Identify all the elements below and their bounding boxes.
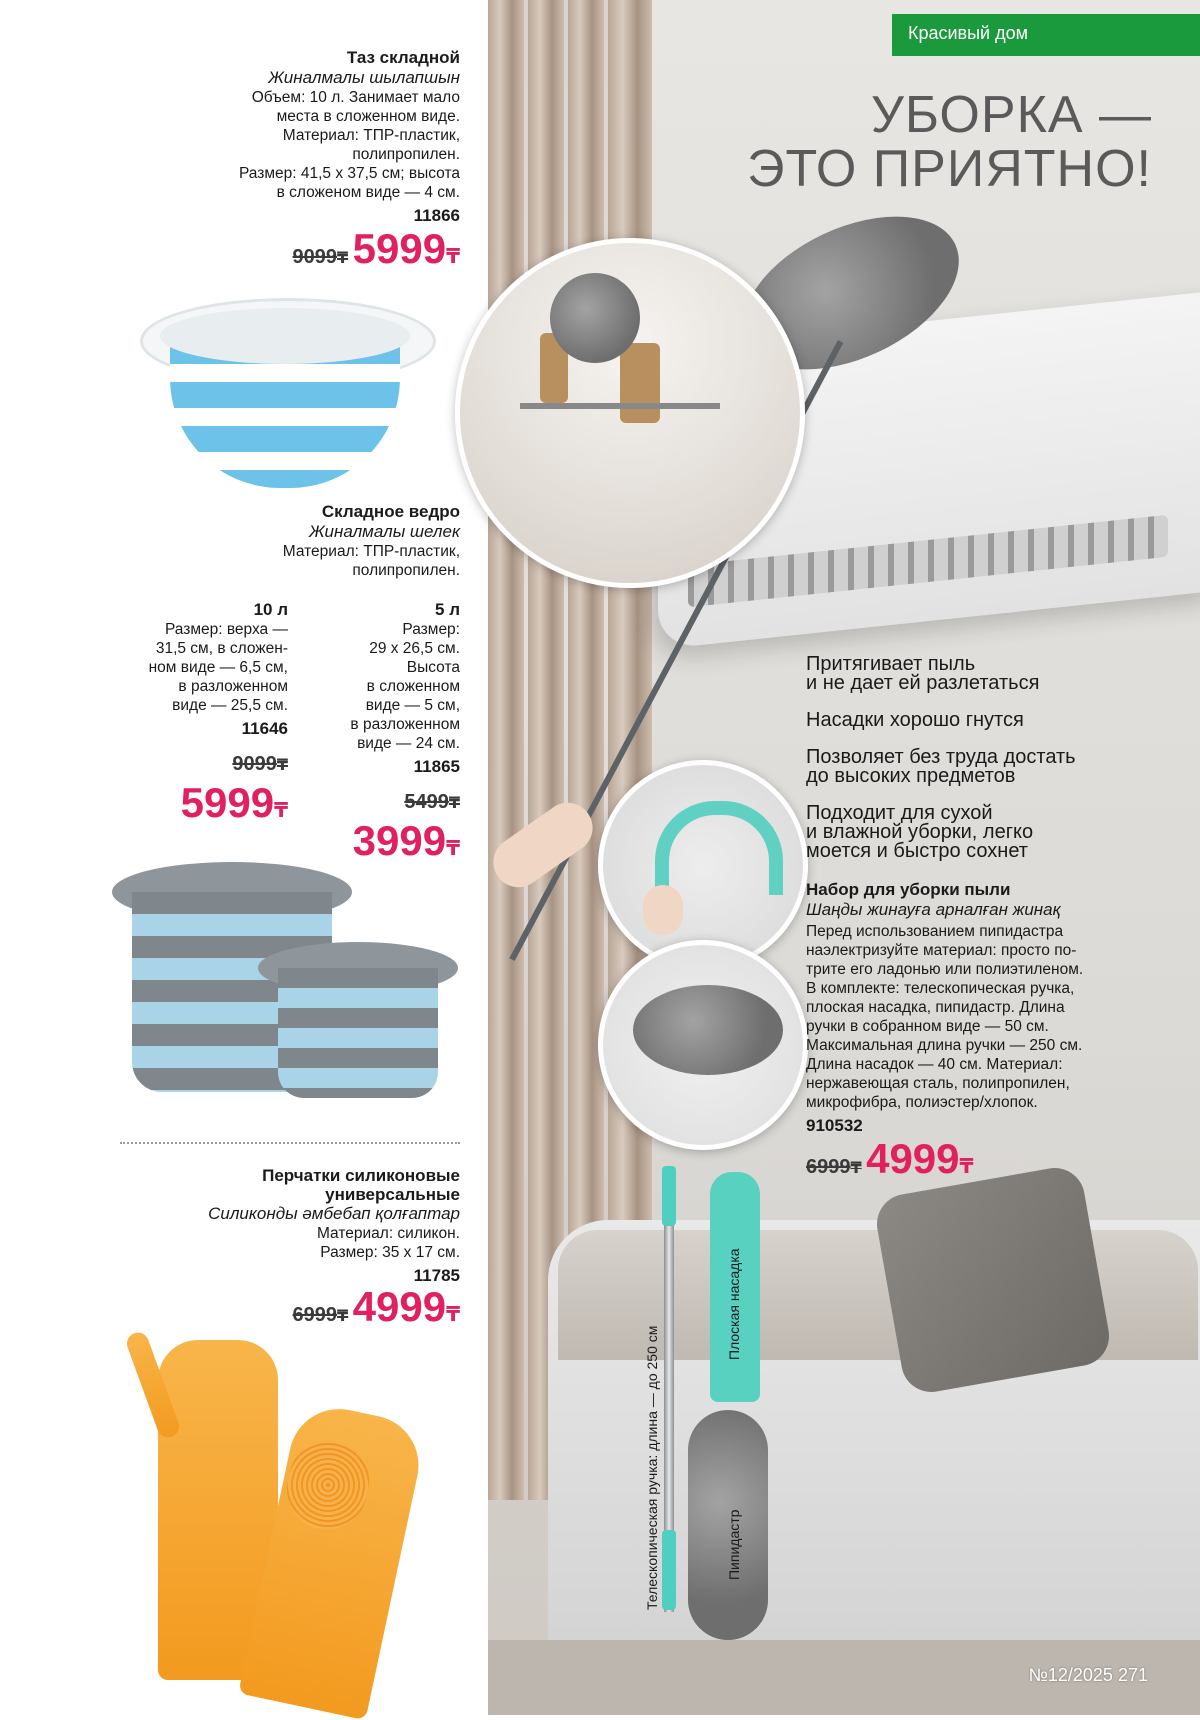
bucket-variant-5: [300, 600, 460, 862]
product-name-kz: Силиконды әмбебап қолғаптар: [208, 1204, 460, 1223]
page-number: 271: [1117, 1665, 1148, 1685]
product-name: Таз складной: [346, 48, 460, 67]
product-name-kz: Шаңды жинауға арналған жинақ: [806, 900, 1061, 919]
feature-text: Насадки хорошо гнутся: [806, 709, 1024, 731]
gloves-image: [118, 1300, 438, 1710]
currency-sign: ₸: [274, 800, 288, 822]
product-description: Материал: ТПР-пластик, полипропилен.: [282, 543, 460, 579]
feature-text: Позволяет без труда достать до высоких предметов: [806, 746, 1076, 787]
product-name: Перчатки силиконовые универсальные: [262, 1166, 460, 1204]
hand: [643, 885, 683, 935]
product-name: Складное ведро: [321, 502, 460, 521]
product-basin: [160, 48, 460, 270]
currency-sign: ₸: [276, 757, 288, 774]
fluffy-attachment: [633, 985, 783, 1075]
issue-number: №12/2025: [1028, 1665, 1113, 1685]
pillow: [872, 1163, 1114, 1396]
product-name: Набор для уборки пыли: [806, 880, 1011, 899]
new-price: 3999: [352, 817, 447, 864]
flat-attachment-inset-photo: [598, 760, 808, 970]
product-name-kz: Жиналмалы шелек: [308, 522, 460, 541]
currency-sign: ₸: [446, 838, 460, 860]
kit-label-handle: Телескопическая ручка: длина — до 250 см: [644, 1325, 660, 1610]
product-code: 910532: [806, 1116, 863, 1135]
kit-handle-grip: [662, 1166, 676, 1226]
divider: [120, 1142, 460, 1144]
bucket-variant-10: [108, 600, 288, 824]
feature-text: Притягивает пыль и не дает ей разлетаться: [806, 653, 1040, 694]
old-price: 6999: [292, 1304, 338, 1326]
new-price: 4999: [352, 1283, 447, 1330]
old-price: 6999: [806, 1156, 851, 1178]
currency-sign: ₸: [850, 1160, 862, 1177]
curtain: [488, 0, 524, 1500]
section-tab-label: Красивый дом: [908, 23, 1029, 43]
chandelier-frame: [520, 403, 720, 409]
product-description: Материал: силикон. Размер: 35 х 17 см.: [316, 1225, 460, 1261]
feature-text: Подходит для сухой и влажной уборки, легко моется и быстро сохнет: [806, 802, 1034, 862]
currency-sign: ₸: [448, 795, 460, 812]
currency-sign: ₸: [337, 1308, 349, 1325]
currency-sign: ₸: [446, 246, 460, 268]
new-price: 5999: [180, 779, 275, 826]
old-price: 9099: [232, 753, 277, 775]
product-duster: [806, 880, 1186, 1180]
product-bucket: [160, 502, 460, 580]
lamp-shade: [620, 343, 660, 423]
variant-description: Размер: верха — 31,5 см, в сложен- ном виде — 6,5 см, в разложенном виде — 25,5 см.: [148, 621, 288, 714]
duster-head: [550, 273, 640, 363]
bucket-image: [112, 862, 482, 1102]
old-price: 5499: [404, 791, 449, 813]
section-tab: [892, 14, 1200, 56]
new-price: 5999: [352, 225, 447, 272]
variant-label: 10 л: [253, 600, 288, 619]
product-code: 11865: [413, 757, 460, 776]
currency-sign: ₸: [337, 250, 349, 267]
old-price: 9099: [292, 246, 338, 268]
product-code: 11646: [241, 719, 288, 738]
product-description: Объем: 10 л. Занимает мало места в сложенном виде. Материал: ТПР-пластик, полипропилен. Размер: 41,5 х 37,5 см; высота в сложеном виде — 4 см.: [238, 89, 460, 201]
bucket-small-body: [278, 968, 438, 1098]
variant-description: Размер: 29 х 26,5 см. Высота в сложенном виде — 5 см, в разложенном виде — 24 см.: [350, 621, 460, 752]
currency-sign: ₸: [959, 1156, 974, 1178]
kit-handle-grip: [662, 1530, 676, 1610]
chandelier-inset-photo: [455, 238, 805, 588]
product-code: 11785: [413, 1266, 460, 1285]
page-footer: [1029, 1665, 1148, 1686]
flat-attachment: [655, 801, 783, 895]
basin-image: [140, 298, 430, 488]
product-description: Перед использованием пипидастра наэлектризуйте материал: просто по- трите его ладонью или полиэтиленом. В комплекте: телескопическая ручка, плоская насадка, пипидастр. Длина ручки в собранном виде — 50 см. Максимальная длина ручки — 250 см. Длина насадок — 40 см. Материал: нержавеющая сталь, полипропилен, микрофибра, полиэстер/хлопок.: [806, 923, 1084, 1111]
product-name-kz: Жиналмалы шылапшын: [268, 68, 460, 87]
kit-label-fluffy: Пипидастр: [726, 1509, 742, 1580]
fluffy-attachment-inset-photo: [598, 940, 808, 1150]
product-code: 11866: [413, 206, 460, 225]
basin-inner: [160, 308, 410, 364]
new-price: 4999: [866, 1135, 960, 1182]
page-headline: УБОРКА — ЭТО ПРИЯТНО!: [747, 86, 1152, 198]
currency-sign: ₸: [446, 1304, 460, 1326]
kit-label-flat: Плоская насадка: [726, 1248, 742, 1360]
variant-label: 5 л: [435, 600, 460, 619]
